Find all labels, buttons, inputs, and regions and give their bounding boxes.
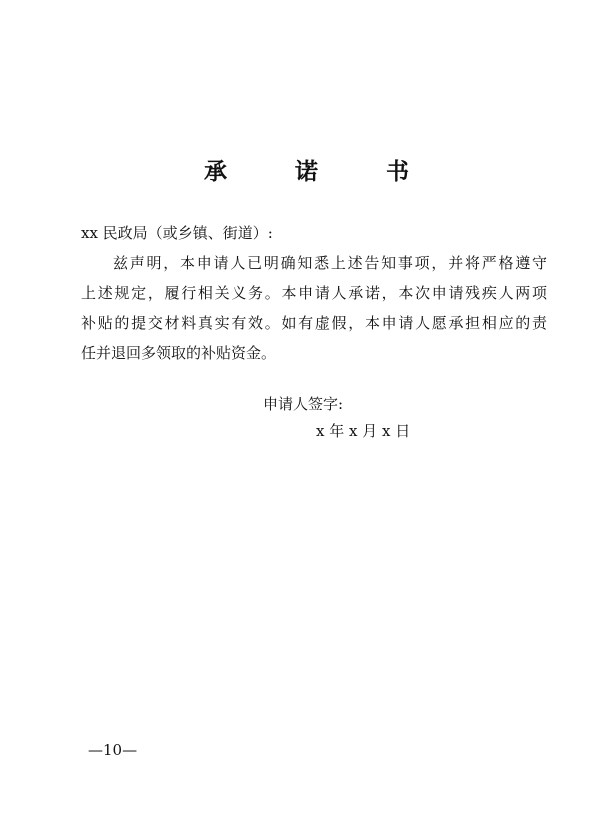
body-paragraph-line: 任并退回多领取的补贴资金。 — [81, 344, 277, 362]
declaration-body — [81, 248, 547, 368]
page-number: —10— — [88, 741, 138, 759]
body-paragraph-line: 兹声明，本申请人已明确知悉上述告知事项，并将严格遵守 — [113, 254, 547, 272]
body-paragraph-line: 补贴的提交材料真实有效。如有虚假，本申请人愿承担相应的责 — [81, 314, 547, 332]
body-paragraph-line: 上述规定，履行相关义务。本申请人承诺，本次申请残疾人两项 — [81, 284, 547, 302]
signature-date: x 年 x 月 x 日 — [316, 422, 411, 440]
document-title: 承 诺 书 — [203, 158, 439, 185]
addressee-line: xx 民政局（或乡镇、街道）: — [81, 224, 273, 242]
signature-label: 申请人签字: — [263, 395, 344, 413]
